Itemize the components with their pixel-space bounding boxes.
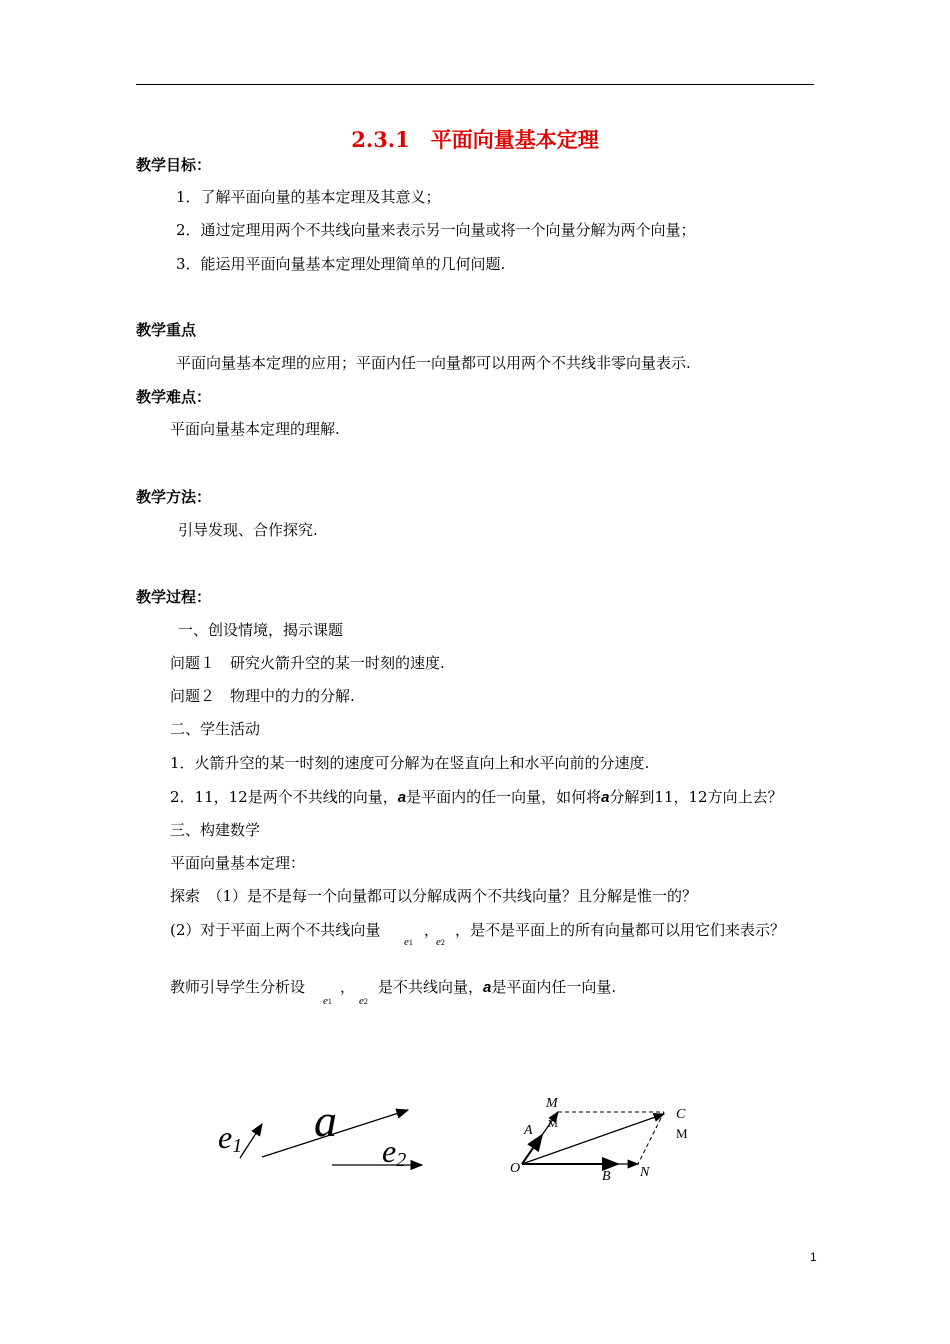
process-line-9: 探索 （1）是不是每一个向量都可以分解成两个不共线向量？且分解是惟一的？ xyxy=(170,887,698,905)
vector-a-var-3: a xyxy=(483,979,492,996)
label-N: N xyxy=(640,1165,650,1180)
e2-symbol-2 xyxy=(359,995,368,1007)
oc-vector xyxy=(522,1114,664,1164)
e1-letter: e xyxy=(404,936,409,948)
vector-a-var: a xyxy=(397,789,407,806)
goal-item-3: 3．能运用平面向量基本定理处理简单的几何问题. xyxy=(176,255,506,273)
vectors-figure xyxy=(210,1090,450,1180)
a-label: a xyxy=(314,1095,337,1146)
e2-letter: e xyxy=(436,936,441,948)
parallelogram-figure xyxy=(500,1090,710,1190)
line6-pre: 2．11，12是两个不共线的向量， xyxy=(170,788,398,806)
process-line-2: 问题１ 研究火箭升空的某一时刻的速度. xyxy=(170,654,445,672)
oa-vector xyxy=(522,1135,542,1164)
process-heading: 教学过程： xyxy=(136,588,212,606)
e2-subscript-2: 2 xyxy=(363,997,368,1006)
label-O: O xyxy=(510,1161,521,1176)
line6-post: 分解到11，12方向上去？ xyxy=(609,788,783,806)
label-C: C xyxy=(676,1107,686,1122)
process-line-7: 三、构建数学 xyxy=(170,821,261,839)
page-number: 1 xyxy=(810,1250,817,1264)
e1-vector-arrow xyxy=(240,1124,262,1158)
process-line-1: 一、创设情境，揭示课题 xyxy=(178,621,344,639)
label-M-small: M xyxy=(548,1118,558,1130)
header-rule xyxy=(136,84,814,85)
line6-mid: 是平面内的任一向量，如何将 xyxy=(406,788,602,806)
process-line-11-sep: ， xyxy=(340,978,356,996)
process-line-8: 平面向量基本定理： xyxy=(170,854,306,872)
goals-heading: 教学目标： xyxy=(136,156,212,174)
e2-label: e2 xyxy=(382,1133,407,1171)
e1-letter-2: e xyxy=(323,995,328,1007)
label-B: B xyxy=(602,1169,611,1184)
process-line-6 xyxy=(170,786,783,807)
line11-post: 是平面内任一向量. xyxy=(491,978,617,996)
e1-symbol xyxy=(404,936,413,948)
line11-mid: 是不共线向量， xyxy=(378,978,484,996)
process-line-11-pre: 教师引导学生分析设 xyxy=(170,978,306,996)
process-line-5: 1．火箭升空的某一时刻的速度可分解为在竖直向上和水平向前的分速度. xyxy=(170,754,650,772)
process-line-10-sep: ， xyxy=(424,921,440,939)
cn-dashed xyxy=(638,1112,664,1164)
e1-symbol-2 xyxy=(323,995,332,1007)
process-line-11-rest xyxy=(378,976,616,997)
e1-subscript-2: 1 xyxy=(327,997,332,1006)
label-M: M xyxy=(546,1096,558,1111)
method-text: 引导发现、合作探究. xyxy=(178,521,318,539)
e1-subscript: 1 xyxy=(408,938,413,947)
process-line-3: 问题２ 物理中的力的分解. xyxy=(170,687,355,705)
focus-heading: 教学重点 xyxy=(136,321,197,339)
process-line-10-post: ，是不是平面上的所有向量都可以用它们来表示？ xyxy=(455,921,786,939)
process-line-10-pre: (2）对于平面上两个不共线向量 xyxy=(170,921,381,939)
goal-item-1: 1．了解平面向量的基本定理及其意义； xyxy=(176,188,441,206)
focus-text: 平面向量基本定理的应用；平面内任一向量都可以用两个不共线非零向量表示. xyxy=(176,354,691,372)
difficulty-text: 平面向量基本定理的理解. xyxy=(170,420,340,438)
page-title: 2.3.1 平面向量基本定理 xyxy=(351,127,599,152)
e1-label: e1 xyxy=(218,1119,243,1157)
e2-symbol xyxy=(436,936,445,948)
difficulty-heading: 教学难点： xyxy=(136,388,212,406)
method-heading: 教学方法： xyxy=(136,488,212,506)
label-C-M: M xyxy=(676,1126,688,1141)
label-A: A xyxy=(524,1123,533,1138)
process-line-4: 二、学生活动 xyxy=(170,720,261,738)
e2-subscript: 2 xyxy=(440,938,445,947)
vector-a-var-2: a xyxy=(601,789,610,806)
goal-item-2: 2．通过定理用两个不共线向量来表示另一向量或将一个向量分解为两个向量； xyxy=(176,221,696,239)
e2-letter-2: e xyxy=(359,995,364,1007)
